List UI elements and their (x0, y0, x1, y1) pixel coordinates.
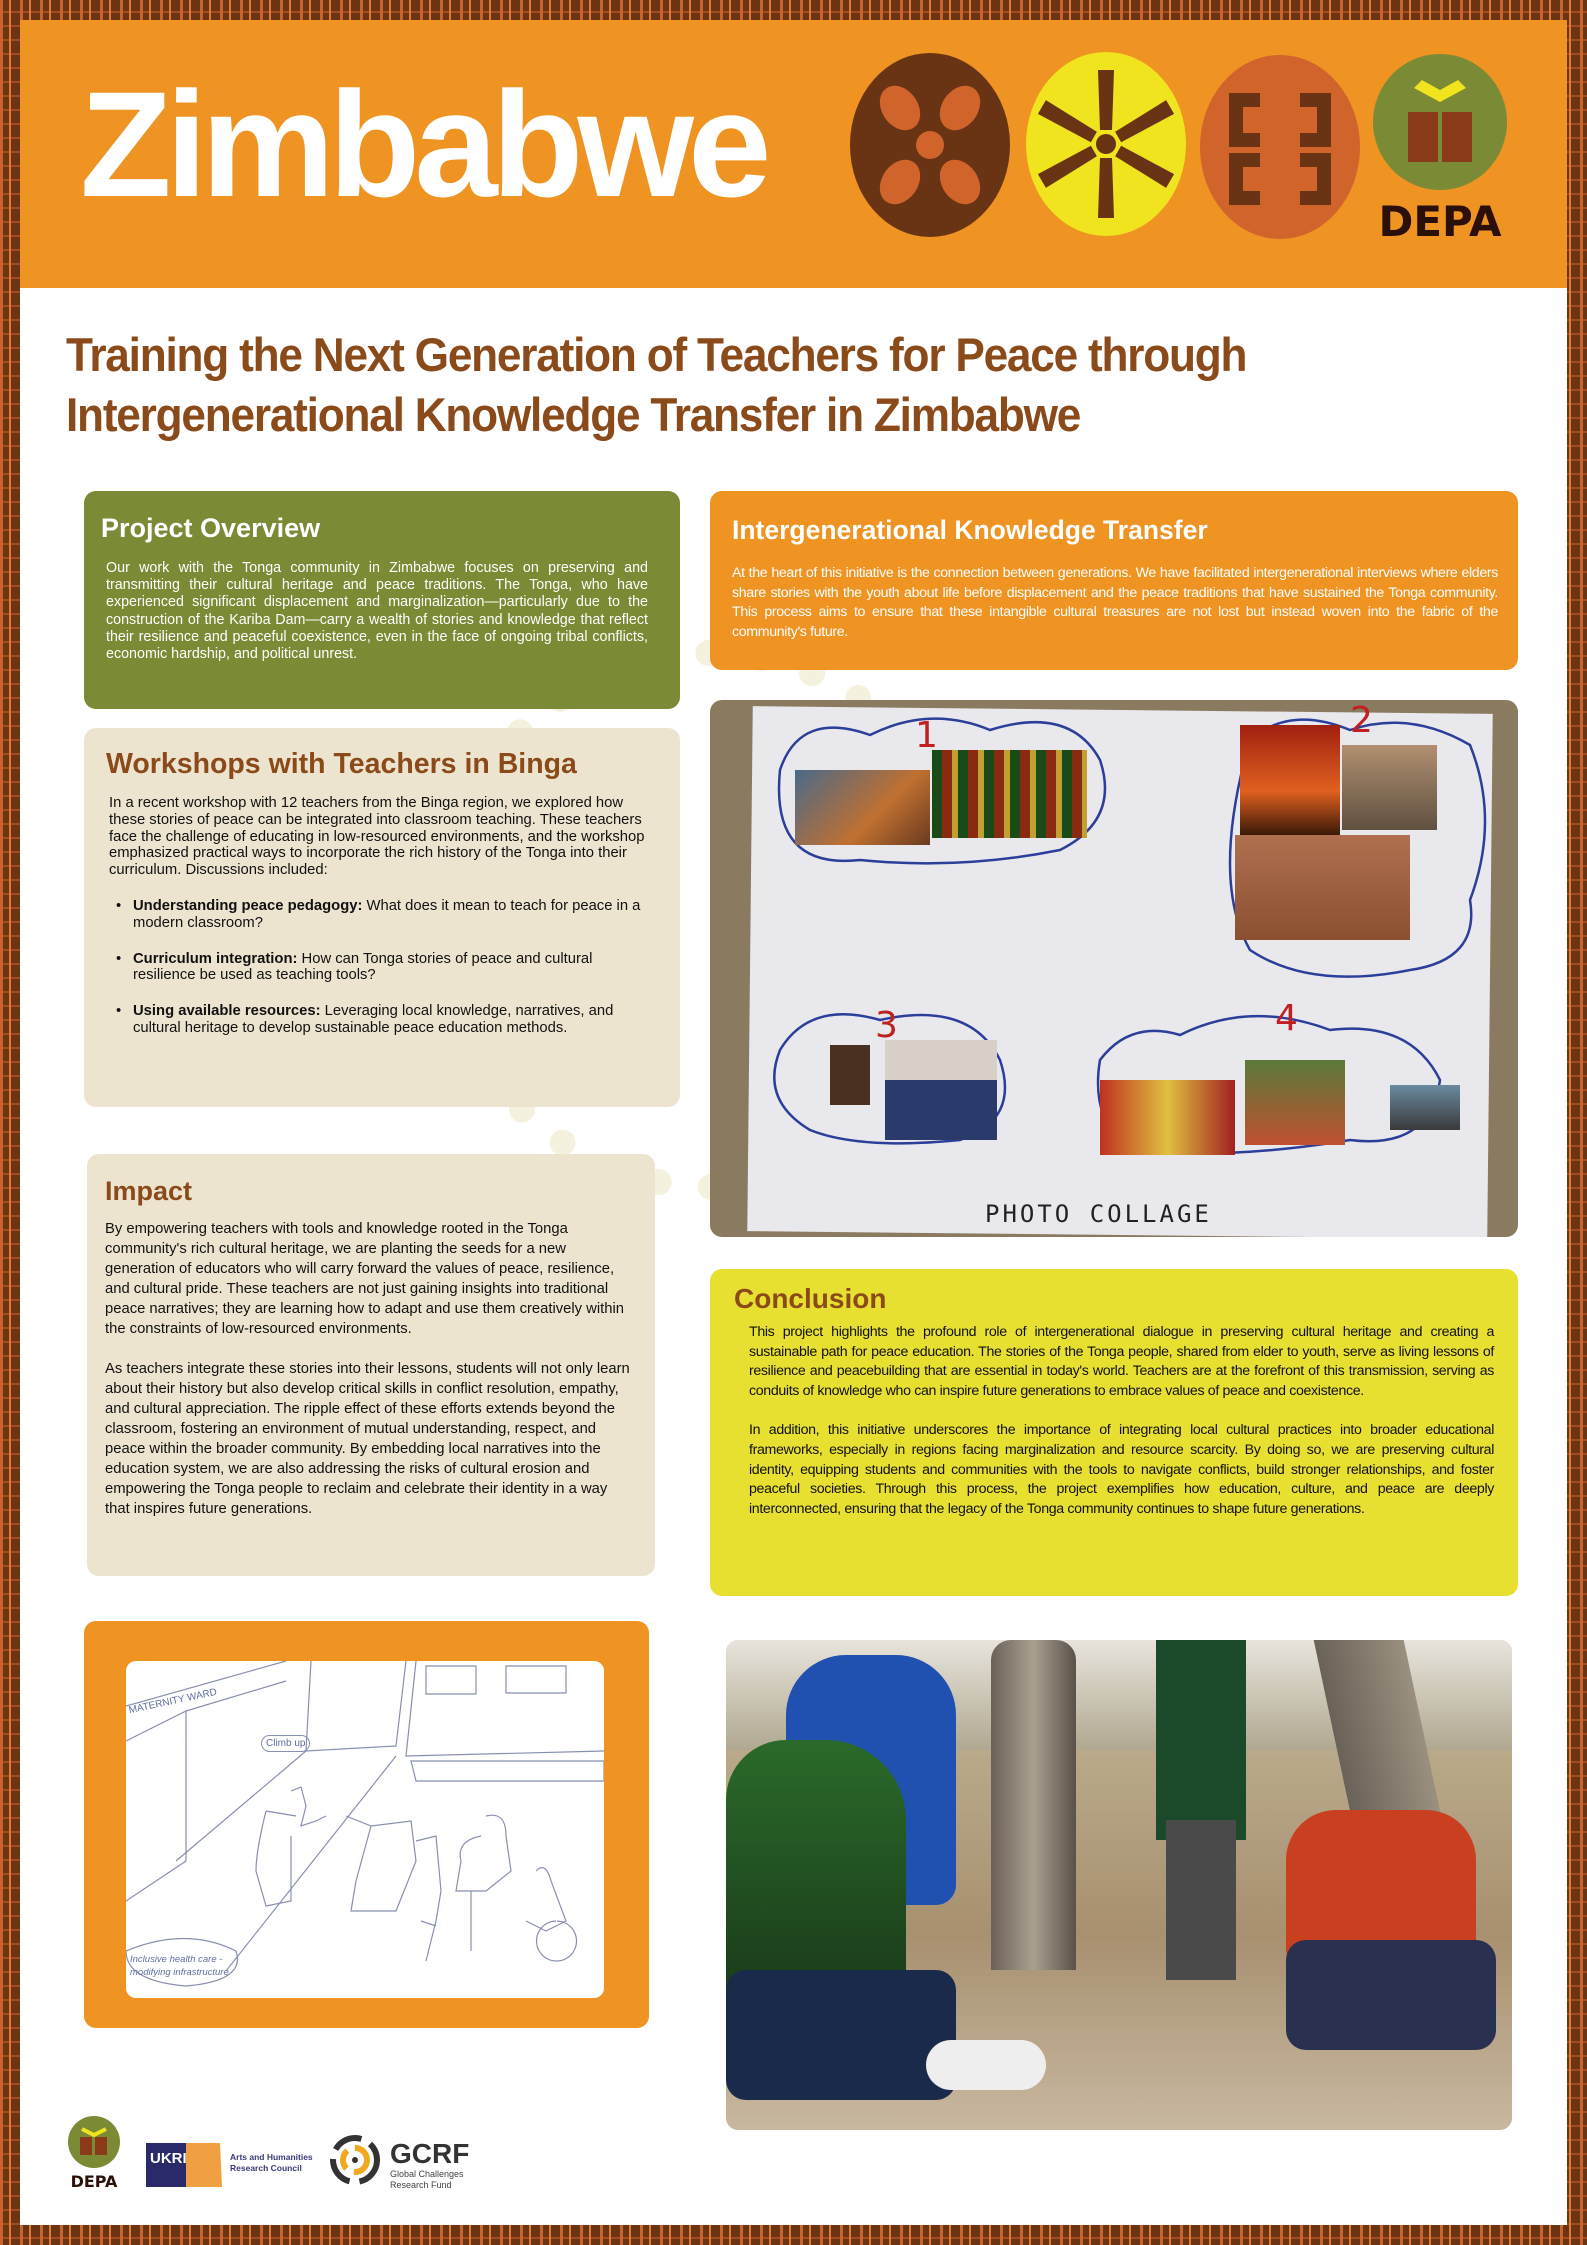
list-item: • Understanding peace pedagogy: What does it mean to teach for peace in a modern classroom? (106, 898, 652, 932)
conclusion-card (710, 1269, 1518, 1596)
maternity-ward-sign: MATERNITY WARD (127, 1686, 218, 1717)
poster-title (66, 325, 1526, 445)
list-item: • Using available resources: Leveraging local knowledge, narratives, and cultural heritage to develop sustainable peace education methods. (106, 1003, 652, 1037)
hospital-drawing-image (126, 1661, 604, 1998)
impact-card (87, 1154, 655, 1576)
section-text: At the heart of this initiative is the connection between generations. We have facilitated intergenerational interviews where elders share stories with the youth about life before displacement and the peace traditions that have sustained the Tonga community. This process aims to ensure that these intangible cultural treasures are not lost but instead woven into the fabric of the community's future. (732, 565, 1498, 640)
section-heading: Impact (105, 1176, 193, 1206)
ukri-logo-icon (146, 2143, 222, 2187)
project-overview-card (84, 491, 680, 709)
section-heading: Conclusion (734, 1283, 887, 1314)
section-heading: Workshops with Teachers in Binga (106, 748, 577, 780)
section-text: In addition, this initiative underscores the importance of integrating local cultural practices into broader educational frameworks, especially in regions facing marginalization and resource scarcity. By doing so, we are preserving cultural identity, equipping students and communities with the tools to navigate conflicts, build stronger relationships, and foster peaceful societies. Through this process, the project exemplifies how education, culture, and peace are deeply interconnected, ensuring that the legacy of the Tonga community continues to shape future generations. (749, 1422, 1494, 1517)
section-text: In a recent workshop with 12 teachers from the Binga region, we explored how these stories of peace can be integrated into classroom teaching. These teachers face the challenge of educating in low-resourced environments, and the workshop emphasized practical ways to incorporate the rich history of the Tonga into their curriculum. Discussions included: (109, 795, 645, 879)
title-line-2: Intergenerational Knowledge Transfer in Zimbabwe (66, 388, 1081, 441)
section-heading: Intergenerational Knowledge Transfer (732, 515, 1208, 545)
photo-collage-image (710, 700, 1518, 1237)
discussion-list (106, 898, 652, 1037)
section-text: By empowering teachers with tools and knowledge rooted in the Tonga community's rich cultural heritage, we are planting the seeds for a new generation of educators who will carry forward the values of peace, resilience, and cultural pride. These teachers are not just gaining insights into traditional peace narratives; they are learning how to adapt and use them creatively within the constraints of low-resourced environments. (105, 1221, 625, 1337)
collage-caption: PHOTO COLLAGE (985, 1200, 1212, 1228)
speech-bubble: Climb up (261, 1735, 310, 1752)
gcrf-subtitle: Global Challenges Research Fund (390, 2169, 464, 2190)
gcrf-text: GCRF (390, 2138, 470, 2169)
section-text: This project highlights the profound role of intergenerational dialogue in preserving cultural heritage and creating a sustainable path for peace education. The stories of the Tonga people, shared from elder to youth, serve as living lessons of resilience and peacebuilding that are essential in today's world. Teachers are at the forefront of this transmission, serving as conduits of knowledge who can inspire future generations to embrace values of peace and coexistence. (749, 1324, 1494, 1399)
collage-number: 3 (875, 1005, 898, 1046)
rust-pattern-icon (1200, 55, 1360, 239)
collage-number: 2 (1350, 700, 1373, 741)
depa-footer-logo-icon (68, 2116, 120, 2168)
funder-logos (60, 2115, 490, 2195)
depa-logo-icon (1373, 54, 1507, 245)
ukri-text: UKRI (150, 2150, 187, 2167)
header-logos (848, 40, 1518, 245)
gcrf-logo-icon (333, 2138, 377, 2182)
drawing-caption: Inclusive health care - modifying infrastructure (130, 1954, 229, 1978)
ahrc-text: Arts and Humanities Research Council (230, 2152, 313, 2173)
yellow-sun-icon (1026, 52, 1186, 236)
drawing-card (84, 1621, 649, 2028)
brown-symbol-icon (850, 53, 1010, 237)
list-item: • Curriculum integration: How can Tonga stories of peace and cultural resilience be used as teaching tools? (106, 951, 652, 985)
depa-footer-text: DEPA (70, 2172, 118, 2191)
depa-logo-text: DEPA (1378, 197, 1502, 245)
section-heading: Project Overview (101, 513, 321, 543)
ikt-card (710, 491, 1518, 670)
workshops-card (84, 728, 680, 1107)
title-line-1: Training the Next Generation of Teachers for Peace through (66, 328, 1247, 381)
country-title: Zimbabwe (80, 60, 766, 228)
woodcarving-photo (726, 1640, 1512, 2130)
section-text: Our work with the Tonga community in Zimbabwe focuses on preserving and transmitting their cultural heritage and peace traditions. The Tonga, who have experienced significant displacement and marginalization—particularly due to the construction of the Kariba Dam—carry a wealth of stories and knowledge that reflect their resilience and peaceful coexistence, even in the face of ongoing tribal conflicts, economic hardship, and political unrest. (106, 560, 648, 663)
collage-number: 4 (1275, 998, 1298, 1039)
collage-number: 1 (915, 715, 938, 756)
section-text: As teachers integrate these stories into their lessons, students will not only learn about their history but also develop critical skills in conflict resolution, empathy, and cultural appreciation. The ripple effect of these efforts extends beyond the classroom, fostering an environment of mutual understanding, respect, and peace within the broader community. By embedding local narratives into the education system, we are also addressing the risks of cultural erosion and empowering the Tonga people to reclaim and celebrate their identity in a way that inspires future generations. (105, 1361, 630, 1517)
